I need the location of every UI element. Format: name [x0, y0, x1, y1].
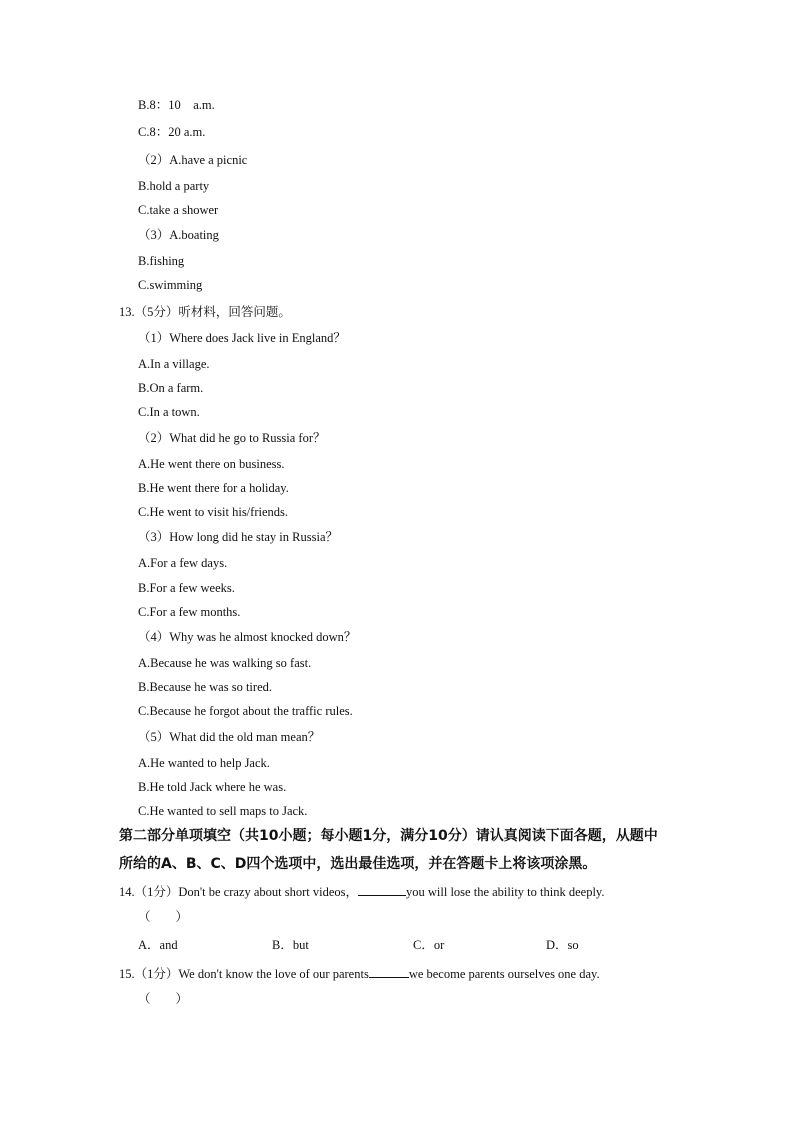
q14-option-c[interactable]: C．or [413, 938, 445, 952]
q13-s1-stem: （1）Where does Jack live in England？ [138, 331, 346, 345]
q13-s3-option-c: C.For a few months. [138, 605, 241, 619]
section2-instructions-line1: 第二部分单项填空（共10小题；每小题1分，满分10分）请认真阅读下面各题，从题中 [119, 828, 658, 844]
q12-s1-option-b: B.8：10 a.m. [138, 98, 215, 112]
q13-s5-option-a: A.He wanted to help Jack. [138, 756, 270, 770]
q13-s3-option-b: B.For a few weeks. [138, 581, 235, 595]
q12-s1-option-c: C.8：20 a.m. [138, 125, 206, 139]
q13-heading: 13.（5分）听材料，回答问题。 [119, 305, 291, 319]
q15-stem-prefix: 15.（1分）We don't know the love of our parents [119, 967, 369, 981]
q13-s5-option-c: C.He wanted to sell maps to Jack. [138, 804, 308, 818]
q13-s1-option-a: A.In a village. [138, 357, 210, 371]
q13-s4-option-c: C.Because he forgot about the traffic rules. [138, 704, 353, 718]
q14-stem-suffix: you will lose the ability to think deeply. [406, 885, 605, 899]
q12-s3-option-b: B.fishing [138, 254, 185, 268]
q14-option-b[interactable]: B．but [272, 938, 309, 952]
q13-s2-option-c: C.He went to visit his/friends. [138, 505, 288, 519]
q13-s5-stem: （5）What did the old man mean？ [138, 730, 321, 744]
q15-stem-suffix: we become parents ourselves one day. [408, 967, 600, 981]
q13-s3-stem: （3）How long did he stay in Russia？ [138, 530, 338, 544]
q12-s2-option-c: C.take a shower [138, 203, 219, 217]
q13-s1-option-c: C.In a town. [138, 405, 200, 419]
q13-s4-stem: （4）Why was he almost knocked down？ [138, 630, 357, 644]
q15-answer-parentheses[interactable]: （ ） [138, 992, 189, 1006]
q13-s4-option-b: B.Because he was so tired. [138, 680, 272, 694]
q14-answer-parentheses[interactable]: （ ） [138, 910, 189, 924]
q13-s4-option-a: A.Because he was walking so fast. [138, 656, 312, 670]
q15-blank[interactable] [369, 965, 409, 978]
q13-s2-option-b: B.He went there for a holiday. [138, 481, 289, 495]
q13-s2-stem: （2）What did he go to Russia for？ [138, 431, 326, 445]
q13-s1-option-b: B.On a farm. [138, 381, 204, 395]
q12-s3-option-c: C.swimming [138, 278, 203, 292]
q12-s3-stem: （3）A.boating [138, 228, 219, 242]
q15-stem [119, 965, 600, 982]
q14-stem-prefix: 14.（1分）Don't be crazy about short videos， [119, 885, 359, 899]
q13-s3-option-a: A.For a few days. [138, 556, 228, 570]
section2-instructions-line2: 所给的A、B、C、D四个选项中，选出最佳选项，并在答题卡上将该项涂黑。 [119, 856, 597, 872]
q13-s5-option-b: B.He told Jack where he was. [138, 780, 287, 794]
q14-stem [119, 883, 604, 900]
q12-s2-option-b: B.hold a party [138, 179, 210, 193]
q14-blank[interactable] [358, 883, 406, 896]
q14-option-d[interactable]: D．so [546, 938, 579, 952]
q13-s2-option-a: A.He went there on business. [138, 457, 285, 471]
q12-s2-stem: （2）A.have a picnic [138, 153, 248, 167]
q14-option-a[interactable]: A．and [138, 938, 178, 952]
